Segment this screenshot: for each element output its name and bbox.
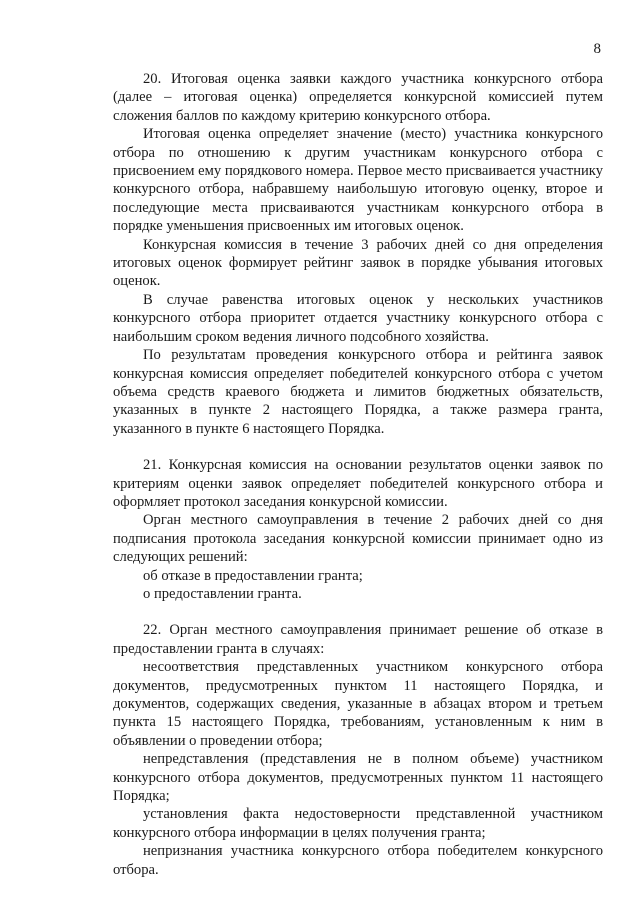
list-item: непризнания участника конкурсного отбора победителем конкурсного отбора. (113, 843, 603, 878)
page-number: 8 (593, 41, 601, 57)
paragraph: По результатам проведения конкурсного отбора и рейтинга заявок конкурсная комиссия определяет победителей конкурсного отбора с учетом объема средств краевого бюджета и лимитов бюджетных обязательств, указанных в пункте 2 настоящего Порядка, а также размера гранта, указанного в пункте 6 настоящего Порядка. (113, 347, 603, 437)
paragraph-20-intro: 20. Итоговая оценка заявки каждого участника конкурсного отбора (далее – итоговая оценка) определяется конкурсной комиссией путем сложения баллов по каждому критерию конкурсного отбора. (113, 71, 603, 124)
document-body (113, 70, 603, 879)
list-item: непредставления (представления не в полном объеме) участником конкурсного отбора документов, предусмотренных пунктом 11 настоящего Порядка; (113, 751, 603, 805)
list-item: несоответствия представленных участником конкурсного отбора документов, предусмотренных пунктом 11 настоящего Порядка, и документов, содержащих сведения, указанные в абзацах втором и третьем пункта 15 настоящего Порядка, требованиям, установленным к ним в объявлении о проведении отбора; (113, 659, 603, 749)
list-item: установления факта недостоверности представленной участником конкурсного отбора информации в целях получения гранта; (113, 806, 603, 841)
paragraph: Итоговая оценка определяет значение (место) участника конкурсного отбора по отношению к другим участникам конкурсного отбора с присвоением ему порядкового номера. Первое место присваивается участнику конкурсного отбора, набравшему наибольшую итоговую оценку, второе и последующие места присваиваются участникам конкурсного отбора в порядке уменьшения присвоенных им итоговых оценок. (113, 126, 603, 235)
paragraph: Орган местного самоуправления в течение 2 рабочих дней со дня подписания протокола заседания конкурсной комиссии принимает одно из следующих решений: (113, 512, 603, 566)
paragraph: В случае равенства итоговых оценок у нескольких участников конкурсного отбора приоритет отдается участнику конкурсного отбора с наибольшим сроком ведения личного подсобного хозяйства. (113, 291, 603, 345)
list-item: об отказе в предоставлении гранта; (143, 567, 363, 584)
paragraph: Конкурсная комиссия в течение 3 рабочих дней со дня определения итоговых оценок формирует рейтинг заявок в порядке убывания итоговых оценок. (113, 236, 603, 290)
paragraph-21-intro: 21. Конкурсная комиссия на основании результатов оценки заявок по критериям оценки заявок определяет победителей конкурсного отбора и оформляет протокол заседания конкурсной комиссии. (113, 457, 603, 510)
list-item: о предоставлении гранта. (143, 585, 302, 602)
paragraph-22-intro: 22. Орган местного самоуправления принимает решение об отказе в предоставлении гранта в случаях: (113, 622, 603, 657)
